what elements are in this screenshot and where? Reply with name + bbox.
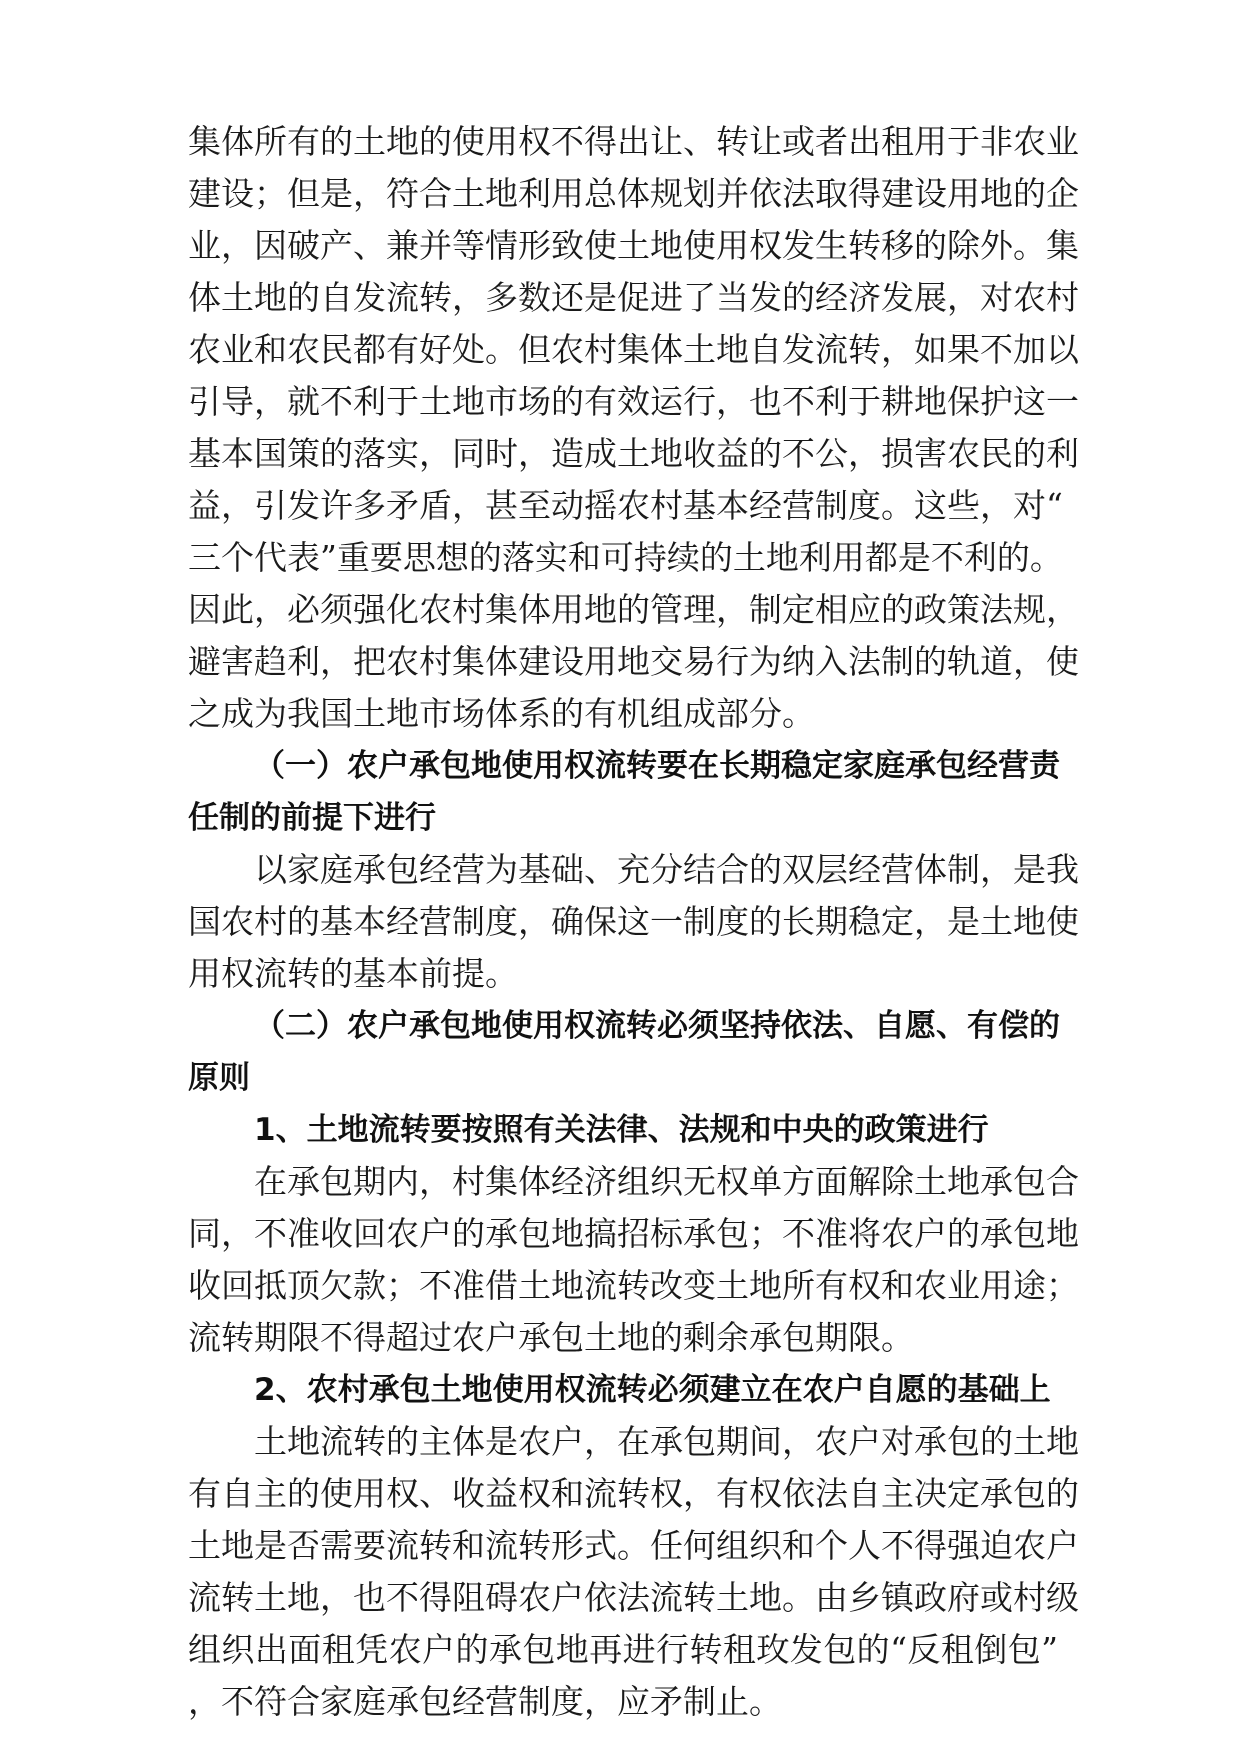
body-text-line: 收回抵顶欠款；不准借土地流转改变土地所有权和农业用途； bbox=[188, 1266, 1079, 1305]
body-text-line: 土地是否需要流转和流转形式。任何组织和个人不得强迫农户 bbox=[188, 1526, 1079, 1565]
body-text-line: 用权流转的基本前提。 bbox=[188, 954, 518, 993]
body-text-line: 之成为我国土地市场体系的有机组成部分。 bbox=[188, 694, 815, 733]
section-heading: （二）农户承包地使用权流转必须坚持依法、自愿、有偿的 bbox=[254, 1008, 1060, 1044]
body-text-line: 组织出面租凭农户的承包地再进行转租玫发包的“反租倒包” bbox=[188, 1630, 1058, 1669]
body-text-line: 在承包期内，村集体经济组织无权单方面解除土地承包合 bbox=[254, 1162, 1079, 1201]
body-text-line: 业，因破产、兼并等情形致使土地使用权发生转移的除外。集 bbox=[188, 226, 1079, 265]
body-text-line: 流转土地，也不得阻碍农户依法流转土地。由乡镇政府或村级 bbox=[188, 1578, 1079, 1617]
body-text-line: 以家庭承包经营为基础、充分结合的双层经营体制，是我 bbox=[254, 850, 1079, 889]
body-text-line: 有自主的使用权、收益权和流转权，有权依法自主决定承包的 bbox=[188, 1474, 1079, 1513]
body-text-line: 集体所有的土地的使用权不得出让、转让或者出租用于非农业 bbox=[188, 122, 1079, 161]
body-text-line: 体土地的自发流转，多数还是促进了当发的经济发展，对农村 bbox=[188, 278, 1079, 317]
body-text-line: 避害趋利，把农村集体建设用地交易行为纳入法制的轨道，使 bbox=[188, 642, 1079, 681]
body-text-line: 流转期限不得超过农户承包土地的剩余承包期限。 bbox=[188, 1318, 914, 1357]
body-text-line: 土地流转的主体是农户，在承包期间，农户对承包的土地 bbox=[254, 1422, 1079, 1461]
body-text-line: 因此，必须强化农村集体用地的管理，制定相应的政策法规， bbox=[188, 590, 1079, 629]
subsection-heading: 2、农村承包土地使用权流转必须建立在农户自愿的基础上 bbox=[254, 1372, 1051, 1408]
body-text-line: 国农村的基本经营制度，确保这一制度的长期稳定，是土地使 bbox=[188, 902, 1079, 941]
body-text-line: 建设；但是，符合土地利用总体规划并依法取得建设用地的企 bbox=[188, 174, 1079, 213]
section-heading: （一）农户承包地使用权流转要在长期稳定家庭承包经营责 bbox=[254, 748, 1060, 784]
body-text-line: 基本国策的落实，同时，造成土地收益的不公，损害农民的利 bbox=[188, 434, 1079, 473]
subsection-heading: 1、土地流转要按照有关法律、法规和中央的政策进行 bbox=[254, 1112, 989, 1148]
body-text-line: 同，不准收回农户的承包地搞招标承包；不准将农户的承包地 bbox=[188, 1214, 1079, 1253]
section-heading: 任制的前提下进行 bbox=[188, 800, 436, 836]
body-text-line: 农业和农民都有好处。但农村集体土地自发流转，如果不加以 bbox=[188, 330, 1079, 369]
body-text-line: 益，引发许多矛盾，甚至动摇农村基本经营制度。这些，对“ bbox=[188, 486, 1063, 525]
body-text-line: 引导，就不利于土地市场的有效运行，也不利于耕地保护这一 bbox=[188, 382, 1079, 421]
body-text-line: 三个代表”重要思想的落实和可持续的土地利用都是不利的。 bbox=[188, 538, 1063, 577]
body-text-line: ，不符合家庭承包经营制度，应矛制止。 bbox=[188, 1682, 782, 1721]
section-heading: 原则 bbox=[188, 1060, 250, 1096]
